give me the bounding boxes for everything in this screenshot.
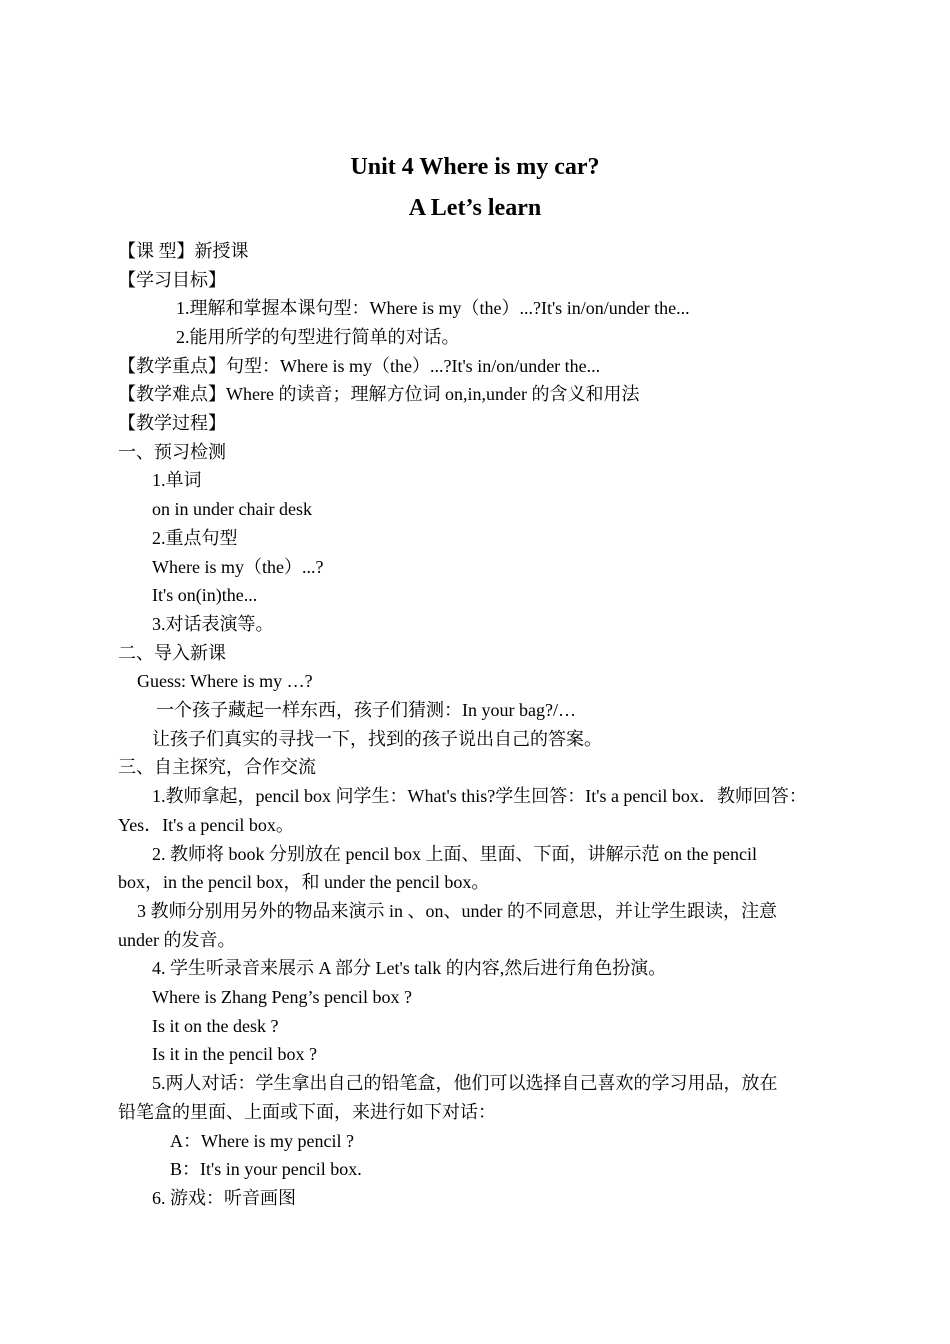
document-subtitle: A Let’s learn xyxy=(408,195,542,221)
text-line: box，in the pencil box，和 under the pencil box。 xyxy=(118,872,490,892)
text-line: Yes．It's a pencil box。 xyxy=(118,815,294,835)
text-line: 3.对话表演等。 xyxy=(152,614,274,634)
goal-item-1: 1.理解和掌握本课句型：Where is my（the）...?It's in/on/under the... xyxy=(176,298,690,318)
lesson-type-line: 【课 型】新授课 xyxy=(118,241,249,261)
text-line: 铅笔盒的里面、上面或下面，来进行如下对话： xyxy=(118,1102,496,1122)
dialogue-line: A：Where is my pencil ? xyxy=(170,1131,354,1151)
part-heading-2: 二、导入新课 xyxy=(118,643,226,663)
key-points-line: 【教学重点】句型：Where is my（the）...?It's in/on/under the... xyxy=(118,356,601,376)
dialogue-line: B：It's in your pencil box. xyxy=(170,1159,362,1179)
text-line: 一个孩子藏起一样东西，孩子们猜测：In your bag?/… xyxy=(156,700,576,720)
part-heading-3: 三、自主探究，合作交流 xyxy=(118,757,316,777)
goal-item-2: 2.能用所学的句型进行简单的对话。 xyxy=(176,327,460,347)
dialogue-line: Where is Zhang Peng’s pencil box ? xyxy=(152,987,412,1007)
part-heading-1: 一、预习检测 xyxy=(118,442,226,462)
text-line: 5.两人对话：学生拿出自己的铅笔盒，他们可以选择自己喜欢的学习用品，放在 xyxy=(152,1073,778,1093)
text-line: on in under chair desk xyxy=(152,499,312,519)
text-line: 2.重点句型 xyxy=(152,528,238,548)
section-heading-goals: 【学习目标】 xyxy=(118,270,226,290)
document-title: Unit 4 Where is my car? xyxy=(350,154,600,180)
text-line: 1.教师拿起，pencil box 问学生：What's this?学生回答：It's a pencil box．教师回答： xyxy=(152,786,807,806)
text-line: 4. 学生听录音来展示 A 部分 Let's talk 的内容,然后进行角色扮演。 xyxy=(152,958,667,978)
text-line: It's on(in)the... xyxy=(152,585,258,605)
text-line: Guess: Where is my …? xyxy=(137,671,313,691)
text-line: Where is my（the）...? xyxy=(152,557,324,577)
text-line: 让孩子们真实的寻找一下，找到的孩子说出自己的答案。 xyxy=(152,729,602,749)
text-line: 2. 教师将 book 分别放在 pencil box 上面、里面、下面，讲解示范 on the pencil xyxy=(152,844,757,864)
text-line: 3 教师分别用另外的物品来演示 in 、on、under 的不同意思，并让学生跟读，注意 xyxy=(137,901,777,921)
dialogue-line: Is it on the desk ? xyxy=(152,1016,279,1036)
text-line: under 的发音。 xyxy=(118,930,236,950)
section-heading-process: 【教学过程】 xyxy=(118,413,226,433)
text-line: 6. 游戏：听音画图 xyxy=(152,1188,296,1208)
dialogue-line: Is it in the pencil box ? xyxy=(152,1044,317,1064)
difficulties-line: 【教学难点】Where 的读音；理解方位词 on,in,under 的含义和用法 xyxy=(118,384,640,404)
text-line: 1.单词 xyxy=(152,470,202,490)
